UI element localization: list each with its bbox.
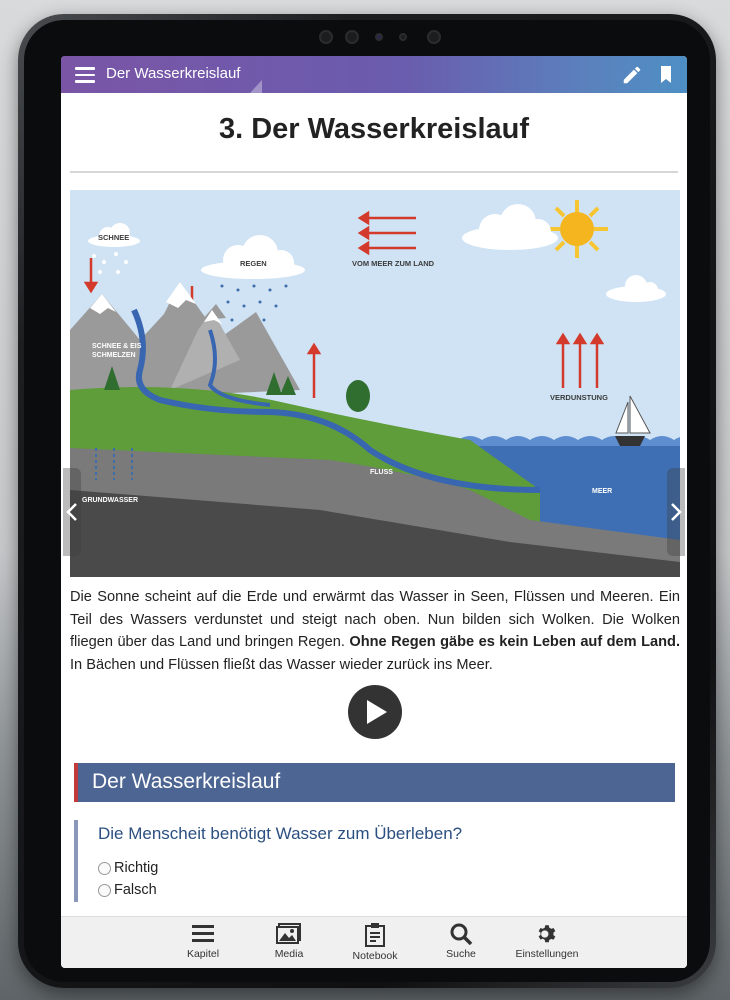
bookmark-icon[interactable] bbox=[659, 65, 673, 84]
page-title: 3. Der Wasserkreislauf bbox=[218, 113, 530, 145]
quiz-option-richtig[interactable] bbox=[98, 860, 158, 876]
label-melt-1: SCHNEE & EIS bbox=[92, 343, 142, 350]
nav-label: Einstellungen bbox=[515, 948, 579, 960]
nav-label: Suche bbox=[446, 948, 476, 960]
quiz-option-falsch[interactable] bbox=[98, 882, 157, 898]
play-audio-button[interactable] bbox=[348, 685, 402, 739]
gear-icon bbox=[535, 923, 559, 945]
label-groundwater: GRUNDWASSER bbox=[82, 497, 139, 504]
paragraph-bold-text: Ohne Regen gäbe es kein Leben auf dem Land. bbox=[349, 634, 680, 650]
previous-image-arrow-icon[interactable] bbox=[63, 468, 81, 556]
chapters-icon bbox=[191, 923, 215, 945]
page-corner-decoration bbox=[250, 80, 262, 93]
nav-item-notebook[interactable] bbox=[335, 923, 415, 962]
quiz-option-label: Richtig bbox=[114, 860, 159, 876]
nav-item-einstellungen[interactable] bbox=[507, 923, 587, 960]
nav-label: Notebook bbox=[352, 950, 398, 962]
quiz-question: Die Menscheit benötigt Wasser zum Überleben? bbox=[98, 824, 463, 843]
label-rain: REGEN bbox=[240, 259, 267, 268]
search-icon bbox=[449, 923, 473, 945]
paragraph-text-1: Die Sonne scheint auf die Erde und erwärmt das Wasser in Seen, Flüssen und Meeren. Ein Teil des Wassers verdunstet und steigt nach oben. Nun bilden sich Wolken. Die Wolken fliegen über das Land und bringen Regen. bbox=[70, 589, 680, 650]
notebook-icon bbox=[364, 923, 386, 947]
title-divider bbox=[70, 171, 678, 173]
nav-label: Kapitel bbox=[186, 948, 220, 960]
body-paragraph bbox=[70, 586, 680, 676]
label-sea-to-land: VOM MEER ZUM LAND bbox=[352, 259, 435, 268]
hamburger-menu-icon[interactable] bbox=[75, 67, 95, 82]
top-bar-title: Der Wasserkreislauf bbox=[106, 65, 241, 82]
play-icon bbox=[365, 699, 389, 725]
next-image-arrow-icon[interactable] bbox=[667, 468, 685, 556]
top-bar bbox=[61, 56, 687, 93]
nav-label: Media bbox=[274, 948, 304, 960]
radio-button[interactable] bbox=[98, 884, 111, 897]
label-melt-2: SCHMELZEN bbox=[92, 352, 136, 359]
paragraph-text-2: In Bächen und Flüssen fließt das Wasser wieder zurück ins Meer. bbox=[70, 656, 493, 673]
water-cycle-diagram bbox=[70, 190, 680, 577]
app-screen bbox=[61, 56, 687, 968]
pencil-icon[interactable] bbox=[621, 64, 643, 86]
media-icon bbox=[276, 923, 302, 945]
label-river: FLUSS bbox=[370, 469, 393, 476]
nav-item-media[interactable] bbox=[249, 923, 329, 960]
label-snow: SCHNEE bbox=[98, 233, 130, 242]
tablet-bezel bbox=[24, 20, 710, 982]
quiz-question-box bbox=[74, 820, 675, 902]
quiz-option-label: Falsch bbox=[114, 882, 157, 898]
quiz-section-header bbox=[74, 763, 675, 802]
bottom-navigation bbox=[61, 916, 687, 968]
nav-item-suche[interactable] bbox=[421, 923, 501, 960]
label-sea: MEER bbox=[592, 488, 613, 495]
label-evaporation: VERDUNSTUNG bbox=[550, 393, 608, 402]
quiz-title: Der Wasserkreislauf bbox=[92, 770, 281, 793]
camera-array bbox=[319, 30, 459, 46]
tablet-frame bbox=[18, 14, 716, 988]
radio-button[interactable] bbox=[98, 862, 111, 875]
nav-item-kapitel[interactable] bbox=[163, 923, 243, 960]
